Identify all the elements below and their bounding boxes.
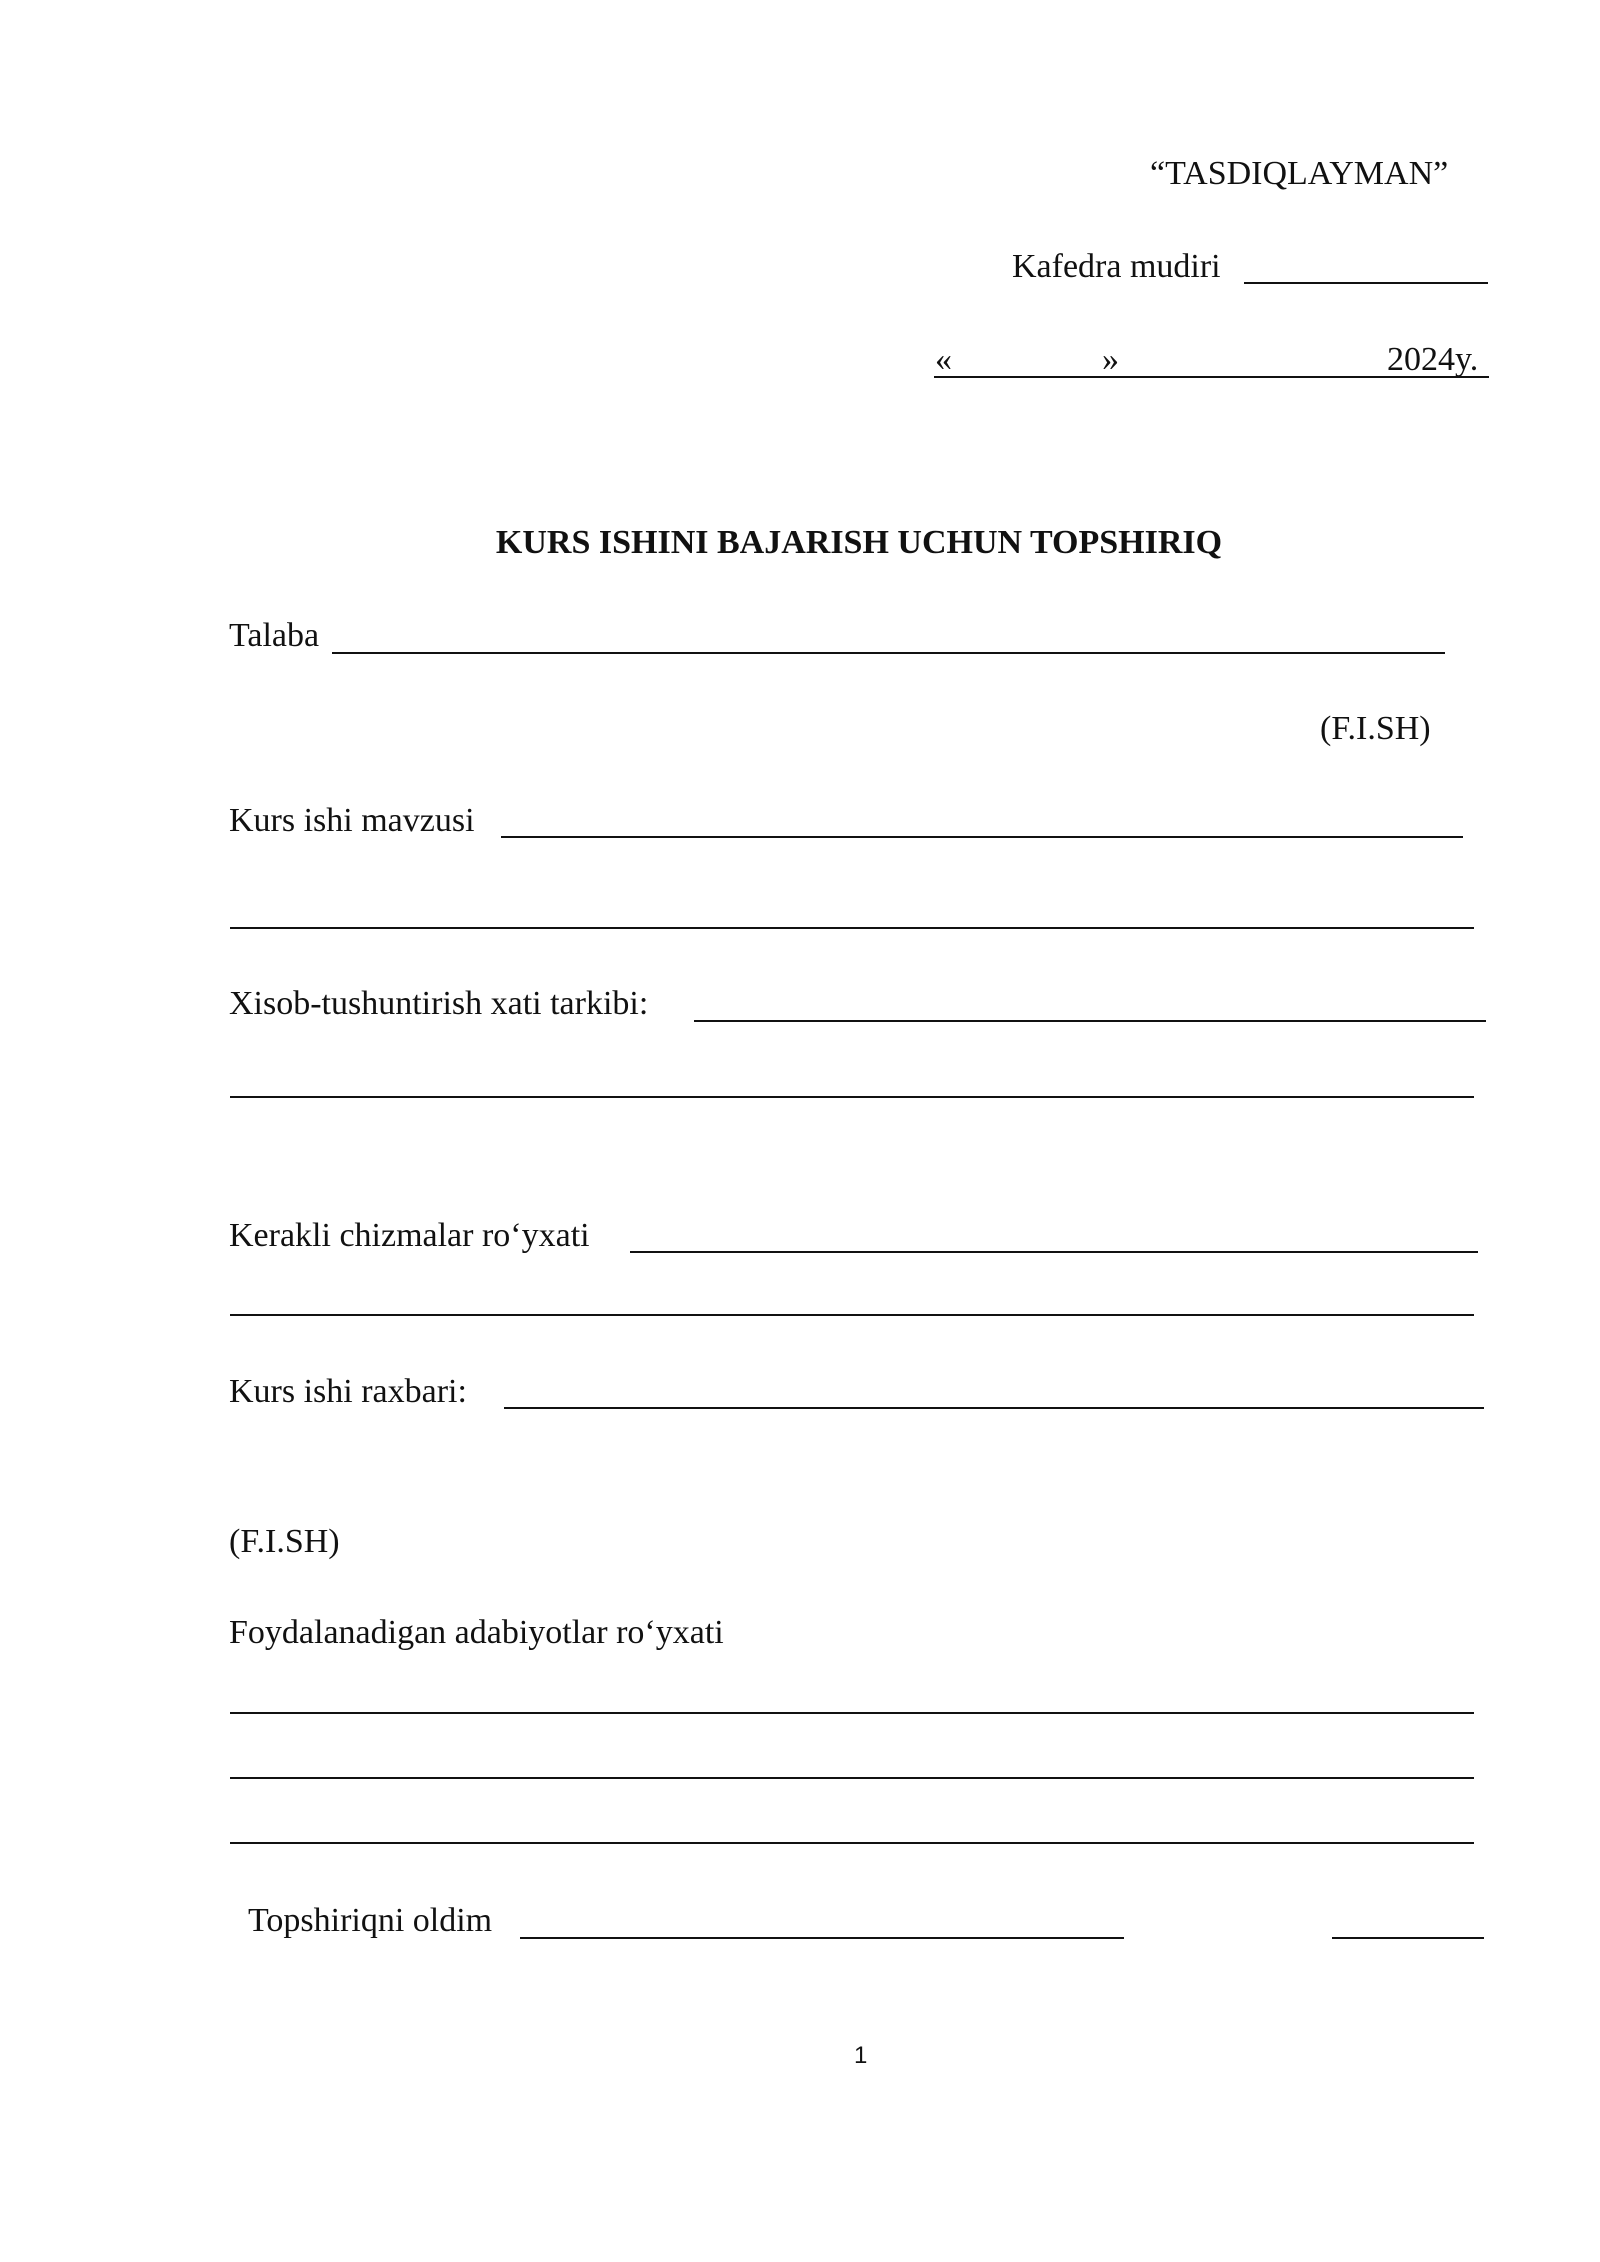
note-contents-line-2[interactable]: [230, 1096, 1474, 1098]
approval-heading: “TASDIQLAYMAN”: [1150, 155, 1449, 192]
date-close-quote: »: [1102, 341, 1119, 378]
drawings-line-2[interactable]: [230, 1314, 1474, 1316]
supervisor-label: Kurs ishi raxbari:: [229, 1373, 467, 1410]
date-open-quote: «: [935, 341, 952, 378]
literature-line-3[interactable]: [230, 1842, 1474, 1844]
date-year: 2024y.: [1387, 341, 1479, 378]
literature-line-2[interactable]: [230, 1777, 1474, 1779]
topic-line-2[interactable]: [230, 927, 1474, 929]
date-line[interactable]: [934, 376, 1489, 378]
received-name-line[interactable]: [520, 1937, 1124, 1939]
drawings-line-1[interactable]: [630, 1251, 1478, 1253]
note-contents-line-1[interactable]: [694, 1020, 1486, 1022]
drawings-label: Kerakli chizmalar ro‘yxati: [229, 1217, 590, 1254]
student-label: Talaba: [229, 617, 320, 654]
student-name-line[interactable]: [332, 652, 1445, 654]
topic-label: Kurs ishi mavzusi: [229, 802, 475, 839]
head-signature-line[interactable]: [1244, 282, 1488, 284]
literature-label: Foydalanadigan adabiyotlar ro‘yxati: [229, 1614, 724, 1651]
literature-line-1[interactable]: [230, 1712, 1474, 1714]
student-fish-note: (F.I.SH): [1320, 710, 1431, 747]
page-number: 1: [854, 2042, 868, 2069]
topic-line-1[interactable]: [501, 836, 1463, 838]
supervisor-line[interactable]: [504, 1407, 1484, 1409]
head-of-department-label: Kafedra mudiri: [1012, 248, 1221, 285]
document-title: KURS ISHINI BAJARISH UCHUN TOPSHIRIQ: [495, 524, 1223, 561]
received-label: Topshiriqni oldim: [248, 1902, 493, 1939]
note-contents-label: Xisob-tushuntirish xati tarkibi:: [229, 985, 649, 1022]
received-date-line[interactable]: [1332, 1937, 1484, 1939]
supervisor-fish-note: (F.I.SH): [229, 1523, 340, 1560]
